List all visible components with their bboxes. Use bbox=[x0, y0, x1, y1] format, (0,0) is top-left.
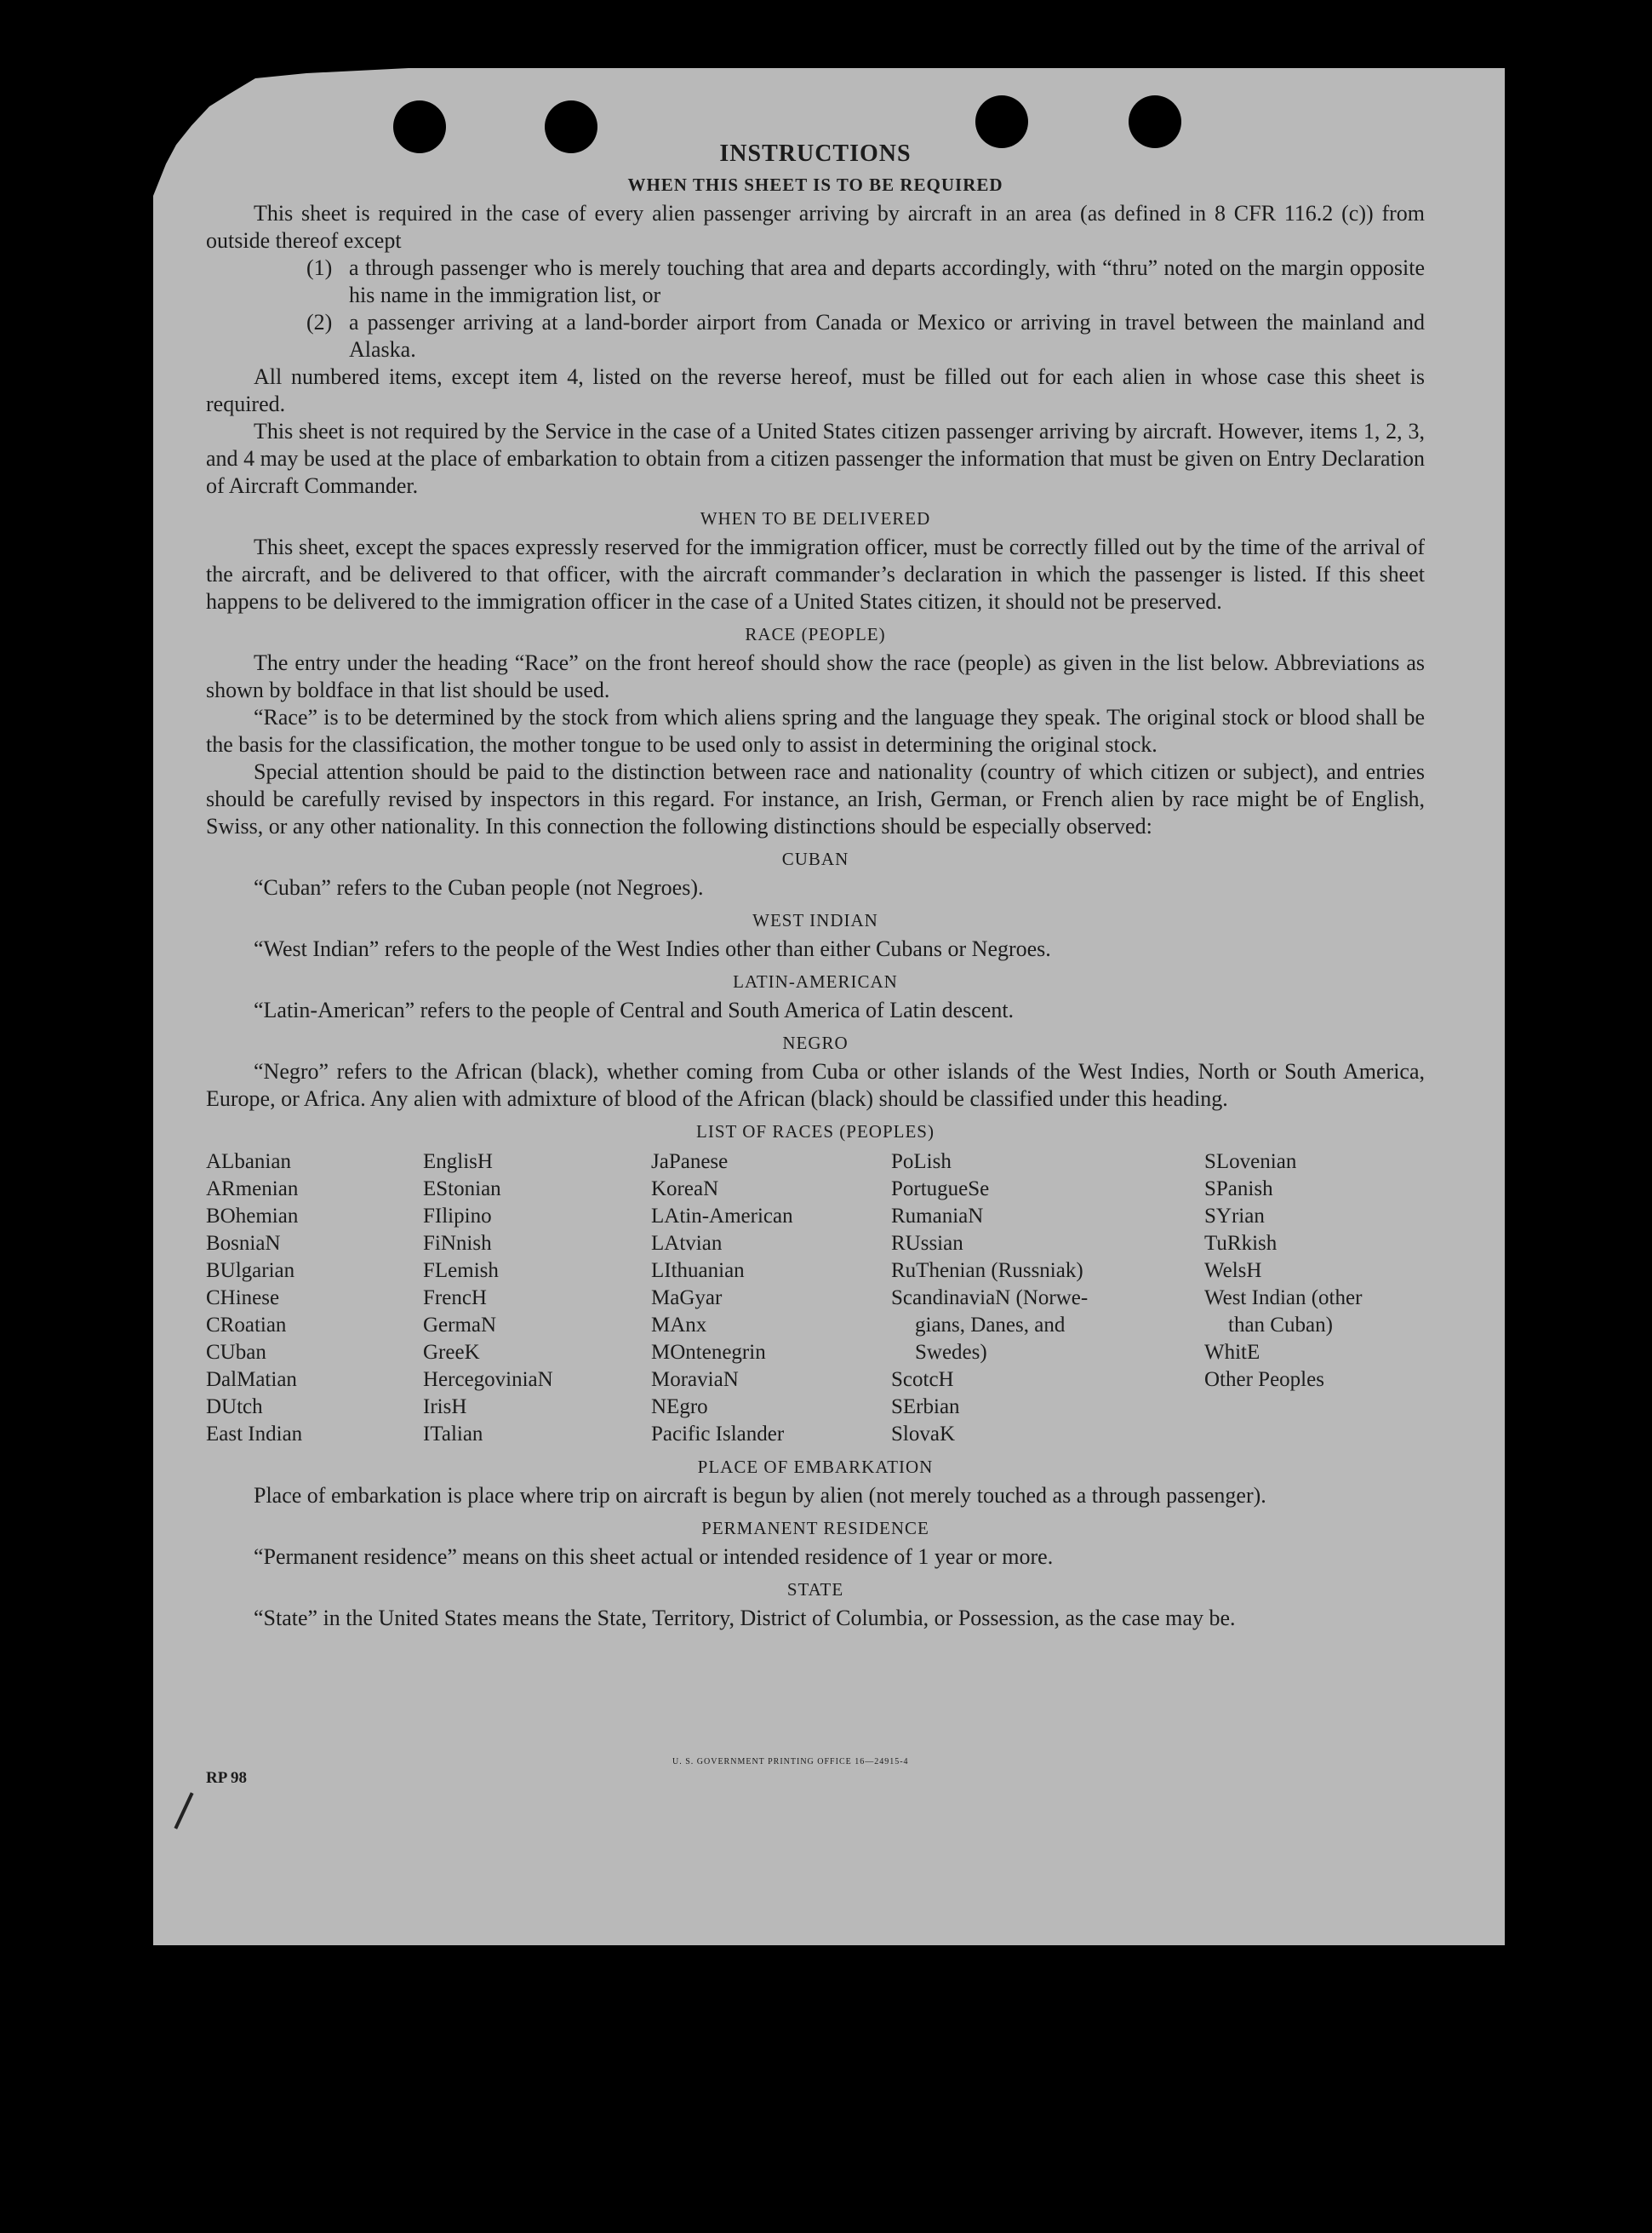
exception-item-1 bbox=[206, 255, 1425, 309]
race-item: WhitE bbox=[1204, 1341, 1260, 1364]
form-number: RP 98 bbox=[206, 1769, 248, 1787]
races-column-1 bbox=[206, 1148, 423, 1448]
race-item: MaGyar bbox=[651, 1286, 723, 1309]
heading-negro: NEGRO bbox=[782, 1033, 849, 1053]
race-item: RumaniaN bbox=[891, 1205, 984, 1228]
heading-permanent-residence: PERMANENT RESIDENCE bbox=[701, 1518, 929, 1538]
race-item: Other Peoples bbox=[1204, 1368, 1324, 1391]
race-item: East Indian bbox=[206, 1423, 303, 1446]
races-list bbox=[206, 1148, 1425, 1448]
race-paragraph-2: “Race” is to be determined by the stock from which aliens spring and the language they speak. The original stock or blood shall be the basis for the classification, the mother tongue to be used only to assist in determining the original stock. bbox=[206, 705, 1425, 757]
exception-item-2 bbox=[206, 309, 1425, 364]
negro-text: “Negro” refers to the African (black), whether coming from Cuba or other islands of the West Indies, North or South America, Europe, or Africa. Any alien with admixture of blood of the African (black) should be classified under this heading. bbox=[206, 1059, 1425, 1111]
citizen-paragraph: This sheet is not required by the Service in the case of a United States citizen passenger arriving by aircraft. However, items 1, 2, 3, and 4 may be used at the place of embarkation to obtain from a citizen passenger the information that must be given on Entry Declaration of Aircraft Commander. bbox=[206, 419, 1425, 498]
when-delivered-text: This sheet, except the spaces expressly reserved for the immigration officer, must be correctly filled out by the time of the arrival of the aircraft, and be delivered to that officer, with the aircraft commander’s declaration in which the passenger is listed. If this sheet happens to be delivered to the immigration officer in the case of a United States citizen, it should not be preserved. bbox=[206, 535, 1425, 614]
race-item: CHinese bbox=[206, 1286, 280, 1309]
race-item: KoreaN bbox=[651, 1177, 719, 1200]
race-item: ScandinaviaN (Norwe- bbox=[891, 1286, 1089, 1309]
race-item: MOntenegrin bbox=[651, 1341, 766, 1364]
race-item: MoraviaN bbox=[651, 1368, 739, 1391]
permanent-residence-text: “Permanent residence” means on this sheet actual or intended residence of 1 year or more. bbox=[254, 1544, 1054, 1569]
embarkation-text: Place of embarkation is place where trip on aircraft is begun by alien (not merely touched as a through passenger). bbox=[254, 1483, 1266, 1508]
race-item: MAnx bbox=[651, 1314, 707, 1337]
race-item: SPanish bbox=[1204, 1177, 1273, 1200]
race-item: ALbanian bbox=[206, 1150, 291, 1173]
race-item-continuation: gians, Danes, and bbox=[915, 1314, 1066, 1337]
heading-state: STATE bbox=[786, 1579, 844, 1600]
west-indian-text: “West Indian” refers to the people of the West Indies other than either Cubans or Negroes. bbox=[254, 936, 1051, 961]
race-item: LAtin-American bbox=[651, 1205, 793, 1228]
races-column-3 bbox=[651, 1148, 891, 1448]
race-item: FLemish bbox=[423, 1259, 499, 1282]
race-item: NEgro bbox=[651, 1395, 708, 1418]
race-item: PortugueSe bbox=[891, 1177, 990, 1200]
races-column-2 bbox=[423, 1148, 651, 1448]
race-item: WelsH bbox=[1204, 1259, 1262, 1282]
race-item: ITalian bbox=[423, 1423, 483, 1446]
race-item: SLovenian bbox=[1204, 1150, 1297, 1173]
race-item: EStonian bbox=[423, 1177, 501, 1200]
races-column-4 bbox=[891, 1148, 1204, 1448]
heading-when-delivered: WHEN TO BE DELIVERED bbox=[700, 508, 931, 529]
heading-when-required: WHEN THIS SHEET IS TO BE REQUIRED bbox=[627, 175, 1003, 195]
race-item: FiNnish bbox=[423, 1232, 492, 1255]
race-item: LIthuanian bbox=[651, 1259, 745, 1282]
heading-embarkation: PLACE OF EMBARKATION bbox=[697, 1457, 934, 1477]
race-item: LAtvian bbox=[651, 1232, 723, 1255]
heading-race: RACE (PEOPLE) bbox=[745, 624, 886, 644]
state-text: “State” in the United States means the State, Territory, District of Columbia, or Possession, as the case may be. bbox=[254, 1606, 1236, 1630]
item-text: a through passenger who is merely touching that area and departs accordingly, with “thru” noted on the margin opposite his name in the immigration list, or bbox=[349, 255, 1425, 307]
race-item-continuation: Swedes) bbox=[915, 1341, 987, 1364]
race-item: PoLish bbox=[891, 1150, 952, 1173]
race-item: DalMatian bbox=[206, 1368, 297, 1391]
race-item: SlovaK bbox=[891, 1423, 955, 1446]
race-item: SErbian bbox=[891, 1395, 960, 1418]
race-item-continuation: than Cuban) bbox=[1228, 1314, 1333, 1337]
instructions-content bbox=[206, 140, 1425, 1632]
race-paragraph-3: Special attention should be paid to the distinction between race and nationality (country of which citizen or subject), and entries should be carefully revised by inspectors in this regard. For instance, an Irish, German, or French alien by race might be of English, Swiss, or any other nationality. In this connection the following distinctions should be especially observed: bbox=[206, 759, 1425, 839]
race-paragraph-1: The entry under the heading “Race” on the front hereof should show the race (people) as given in the list below. Abbreviations as shown by boldface in that list should be used. bbox=[206, 650, 1425, 702]
race-item: BosniaN bbox=[206, 1232, 281, 1255]
races-column-5 bbox=[1204, 1148, 1425, 1448]
race-item: ARmenian bbox=[206, 1177, 299, 1200]
item-number: (2) bbox=[306, 310, 333, 335]
heading-west-indian: WEST INDIAN bbox=[752, 910, 878, 930]
race-item: FrencH bbox=[423, 1286, 487, 1309]
latin-american-text: “Latin-American” refers to the people of Central and South America of Latin descent. bbox=[254, 998, 1015, 1022]
race-item: EnglisH bbox=[423, 1150, 493, 1173]
item-number: (1) bbox=[306, 255, 333, 280]
page-title: INSTRUCTIONS bbox=[719, 140, 912, 167]
race-item: CRoatian bbox=[206, 1314, 287, 1337]
race-item: CUban bbox=[206, 1341, 266, 1364]
heading-races-list: LIST OF RACES (PEOPLES) bbox=[696, 1121, 935, 1142]
race-item: RUssian bbox=[891, 1232, 963, 1255]
race-item: West Indian (other bbox=[1204, 1286, 1363, 1309]
numbered-items-paragraph: All numbered items, except item 4, listed on the reverse hereof, must be filled out for each alien in whose case this sheet is required. bbox=[206, 364, 1425, 416]
cuban-text: “Cuban” refers to the Cuban people (not Negroes). bbox=[254, 875, 704, 900]
race-item: Pacific Islander bbox=[651, 1423, 785, 1446]
printer-imprint: U. S. GOVERNMENT PRINTING OFFICE 16—24915-4 bbox=[672, 1757, 909, 1766]
heading-cuban: CUBAN bbox=[781, 849, 849, 869]
race-item: GreeK bbox=[423, 1341, 480, 1364]
race-item: JaPanese bbox=[651, 1150, 729, 1173]
race-item: IrisH bbox=[423, 1395, 467, 1418]
heading-latin-american: LATIN-AMERICAN bbox=[733, 971, 898, 992]
race-item: TuRkish bbox=[1204, 1232, 1278, 1255]
race-item: SYrian bbox=[1204, 1205, 1265, 1228]
race-item: GermaN bbox=[423, 1314, 497, 1337]
race-item: HercegoviniaN bbox=[423, 1368, 553, 1391]
race-item: ScotcH bbox=[891, 1368, 954, 1391]
race-item: RuThenian (Russniak) bbox=[891, 1259, 1083, 1282]
race-item: DUtch bbox=[206, 1395, 263, 1418]
race-item: BUlgarian bbox=[206, 1259, 295, 1282]
race-item: BOhemian bbox=[206, 1205, 299, 1228]
item-text: a passenger arriving at a land-border airport from Canada or Mexico or arriving in travel between the mainland and Alaska. bbox=[349, 310, 1425, 362]
when-required-intro: This sheet is required in the case of every alien passenger arriving by aircraft in an area (as defined in 8 CFR 116.2 (c)) from outside thereof except bbox=[206, 201, 1425, 253]
race-item: FIlipino bbox=[423, 1205, 492, 1228]
